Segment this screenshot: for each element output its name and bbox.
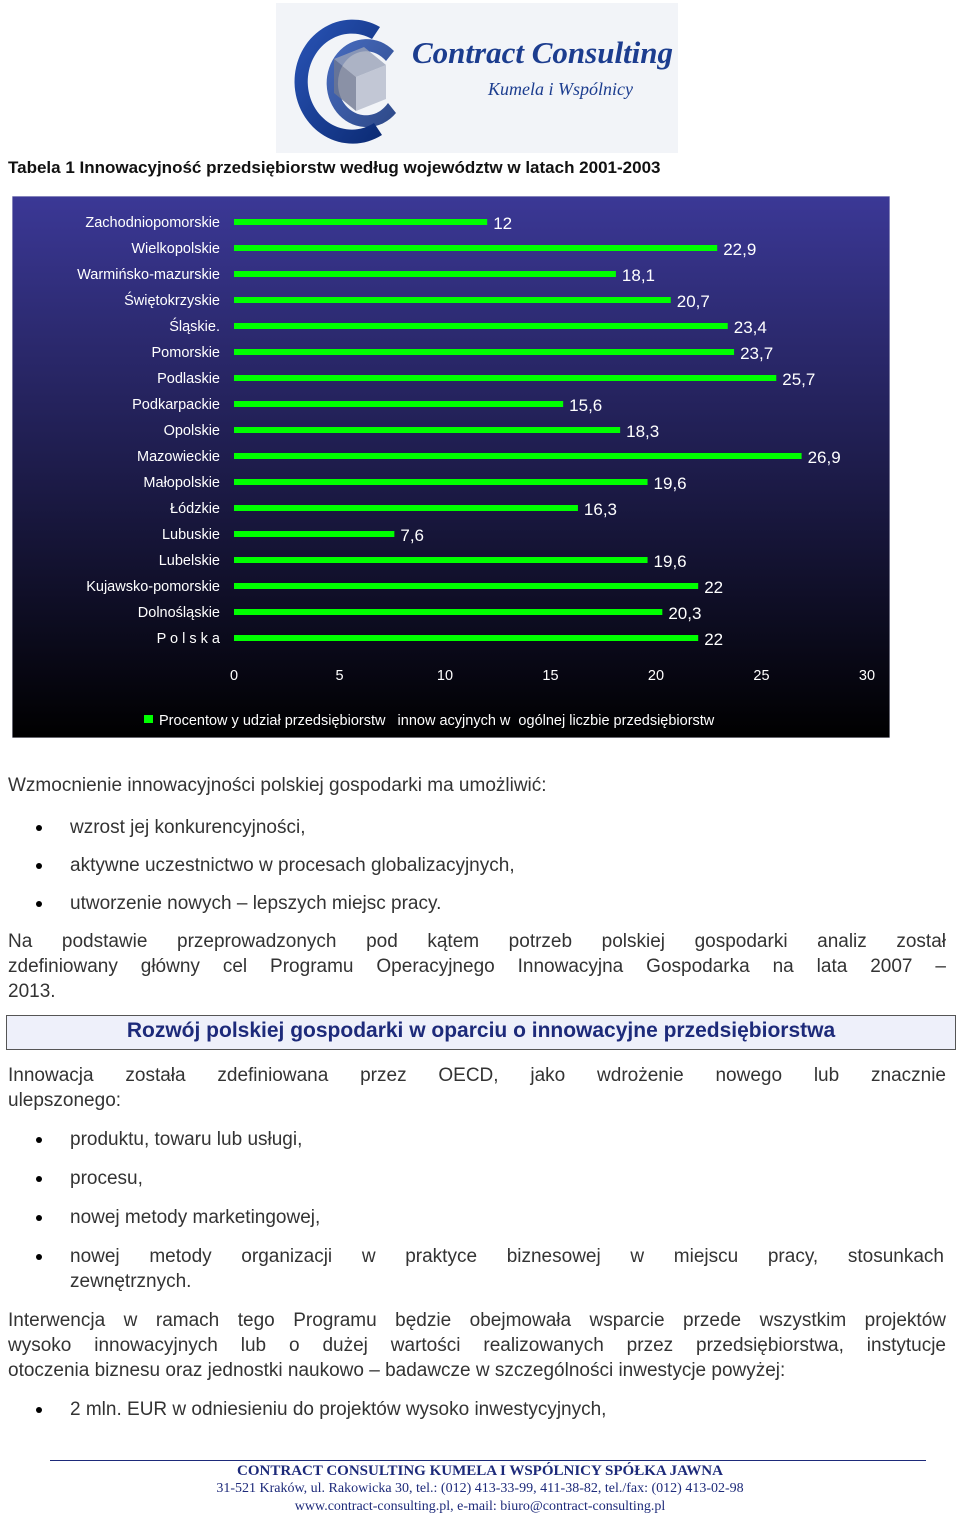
innovation-bar-chart xyxy=(12,196,890,738)
bar xyxy=(234,323,728,329)
paragraph-line: 2013. xyxy=(8,981,56,1002)
x-tick-label: 20 xyxy=(647,668,665,684)
paragraph-line: wysoko innowacyjnych lub o dużej wartości realizowanych przez przedsiębiorstwa, instytucje xyxy=(8,1335,946,1356)
footer-address: 31-521 Kraków, ul. Rakowicka 30, tel.: (012) 413-33-99, 411-38-82, tel./fax: (012) 413-02-98 xyxy=(216,1481,744,1496)
category-label: Dolnośląskie xyxy=(137,605,220,621)
bar xyxy=(234,375,776,381)
list-item: nowej metody marketingowej, xyxy=(70,1207,321,1228)
bullet-marker xyxy=(36,1407,42,1413)
footer-company: CONTRACT CONSULTING KUMELA I WSPÓLNICY SPÓŁKA JAWNA xyxy=(237,1463,723,1479)
value-label: 25,7 xyxy=(782,370,816,389)
value-label: 7,6 xyxy=(400,526,425,545)
paragraph-line: zdefiniowany główny cel Programu Operacyjnego Innowacyjna Gospodarka na lata 2007 – xyxy=(8,956,946,977)
category-label: Opolskie xyxy=(163,423,220,439)
bullet-marker xyxy=(36,1215,42,1221)
logo-brand-name: Contract Consulting xyxy=(412,35,674,70)
bar xyxy=(234,297,671,303)
category-label: Świętokrzyskie xyxy=(124,293,220,309)
bullet-marker xyxy=(36,1137,42,1143)
x-tick-label: 5 xyxy=(335,668,344,684)
legend-label: Procentow y udział przedsiębiorstw innow acyjnych w ogólnej liczbie przedsiębiorstw xyxy=(159,713,715,729)
company-logo xyxy=(276,3,678,153)
value-label: 23,7 xyxy=(740,344,774,363)
intro-text: Wzmocnienie innowacyjności polskiej gospodarki ma umożliwić: xyxy=(8,775,547,796)
bullet-marker xyxy=(36,825,42,831)
value-label: 15,6 xyxy=(569,396,603,415)
bar xyxy=(234,401,563,407)
x-tick-label: 0 xyxy=(229,668,239,684)
bullet-marker xyxy=(36,901,42,907)
bar xyxy=(234,349,734,355)
list-item: procesu, xyxy=(70,1168,143,1189)
bullet-marker xyxy=(36,1254,42,1260)
bullet-marker xyxy=(36,1176,42,1182)
list-item: produktu, towaru lub usługi, xyxy=(70,1129,303,1150)
paragraph-line: Na podstawie przeprowadzonych pod kątem potrzeb polskiej gospodarki analiz został xyxy=(8,931,946,952)
value-label: 23,4 xyxy=(733,318,767,337)
footer-web: www.contract-consulting.pl, e-mail: biuro@contract-consulting.pl xyxy=(294,1499,666,1514)
list-item: 2 mln. EUR w odniesieniu do projektów wysoko inwestycyjnych, xyxy=(70,1399,607,1420)
x-tick-label: 30 xyxy=(858,668,876,684)
x-tick-label: 10 xyxy=(436,668,454,684)
category-label: Pomorskie xyxy=(151,345,220,361)
value-label: 12 xyxy=(493,214,513,233)
category-label: Warmińsko-mazurskie xyxy=(77,267,220,283)
bar xyxy=(234,219,487,225)
legend-swatch xyxy=(144,715,153,723)
section-heading: Rozwój polskiej gospodarki w oparciu o innowacyjne przedsiębiorstwa xyxy=(126,1019,836,1042)
bar xyxy=(234,271,616,277)
value-label: 20,7 xyxy=(676,292,710,311)
category-label: Zachodniopomorskie xyxy=(85,215,220,231)
list-item: wzrost jej konkurencyjności, xyxy=(70,817,306,838)
paragraph-line: Innowacja została zdefiniowana przez OECD, jako wdrożenie nowego lub znacznie xyxy=(8,1065,946,1086)
bar xyxy=(234,479,648,485)
value-label: 26,9 xyxy=(807,448,841,467)
category-label: P o l s k a xyxy=(156,631,220,647)
bar xyxy=(234,583,698,589)
list-item: utworzenie nowych – lepszych miejsc pracy. xyxy=(70,893,442,914)
category-label: Śląskie. xyxy=(169,319,220,335)
category-label: Mazowieckie xyxy=(137,449,220,465)
bar xyxy=(234,505,578,511)
paragraph-line: otoczenia biznesu oraz jednostki naukowo – badawcze w szczególności inwestycje powyżej: xyxy=(8,1360,786,1381)
paragraph-line: Interwencja w ramach tego Programu będzie obejmowała wsparcie przede wszystkim projektów xyxy=(8,1310,946,1331)
category-label: Lubuskie xyxy=(161,527,220,543)
x-tick-label: 25 xyxy=(753,668,770,684)
category-label: Małopolskie xyxy=(143,475,220,491)
value-label: 22 xyxy=(704,578,724,597)
category-label: Podkarpackie xyxy=(132,397,220,413)
category-label: Wielkopolskie xyxy=(131,241,220,257)
value-label: 16,3 xyxy=(583,500,618,519)
footer-divider xyxy=(50,1460,926,1461)
value-label: 18,3 xyxy=(626,422,660,441)
bar xyxy=(234,609,662,615)
list-item: nowej metody organizacji w praktyce biznesowej w miejscu pracy, stosunkach xyxy=(70,1246,944,1267)
value-label: 18,1 xyxy=(621,266,656,285)
bar xyxy=(234,427,620,433)
value-label: 20,3 xyxy=(668,604,702,623)
value-label: 19,6 xyxy=(653,552,687,571)
bar xyxy=(234,635,698,641)
value-label: 22,9 xyxy=(723,240,757,259)
category-label: Lubelskie xyxy=(158,553,220,569)
cc-logo-mark xyxy=(282,7,410,149)
list-item: aktywne uczestnictwo w procesach globalizacyjnych, xyxy=(70,855,515,876)
value-label: 19,6 xyxy=(653,474,687,493)
category-label: Kujawsko-pomorskie xyxy=(86,579,220,595)
x-tick-label: 15 xyxy=(542,668,559,684)
bar xyxy=(234,453,802,459)
category-label: Łódzkie xyxy=(170,501,220,517)
bullet-marker xyxy=(36,863,42,869)
logo-brand-subtitle: Kumela i Wspólnicy xyxy=(488,79,633,99)
list-item-continuation: zewnętrznych. xyxy=(70,1271,192,1292)
category-label: Podlaskie xyxy=(157,371,220,387)
value-label: 22 xyxy=(704,630,724,649)
paragraph-line: ulepszonego: xyxy=(8,1090,122,1111)
table-caption: Tabela 1 Innowacyjność przedsiębiorstw według województw w latach 2001-2003 xyxy=(8,158,661,177)
bar xyxy=(234,557,648,563)
bar xyxy=(234,531,394,537)
bar xyxy=(234,245,717,251)
